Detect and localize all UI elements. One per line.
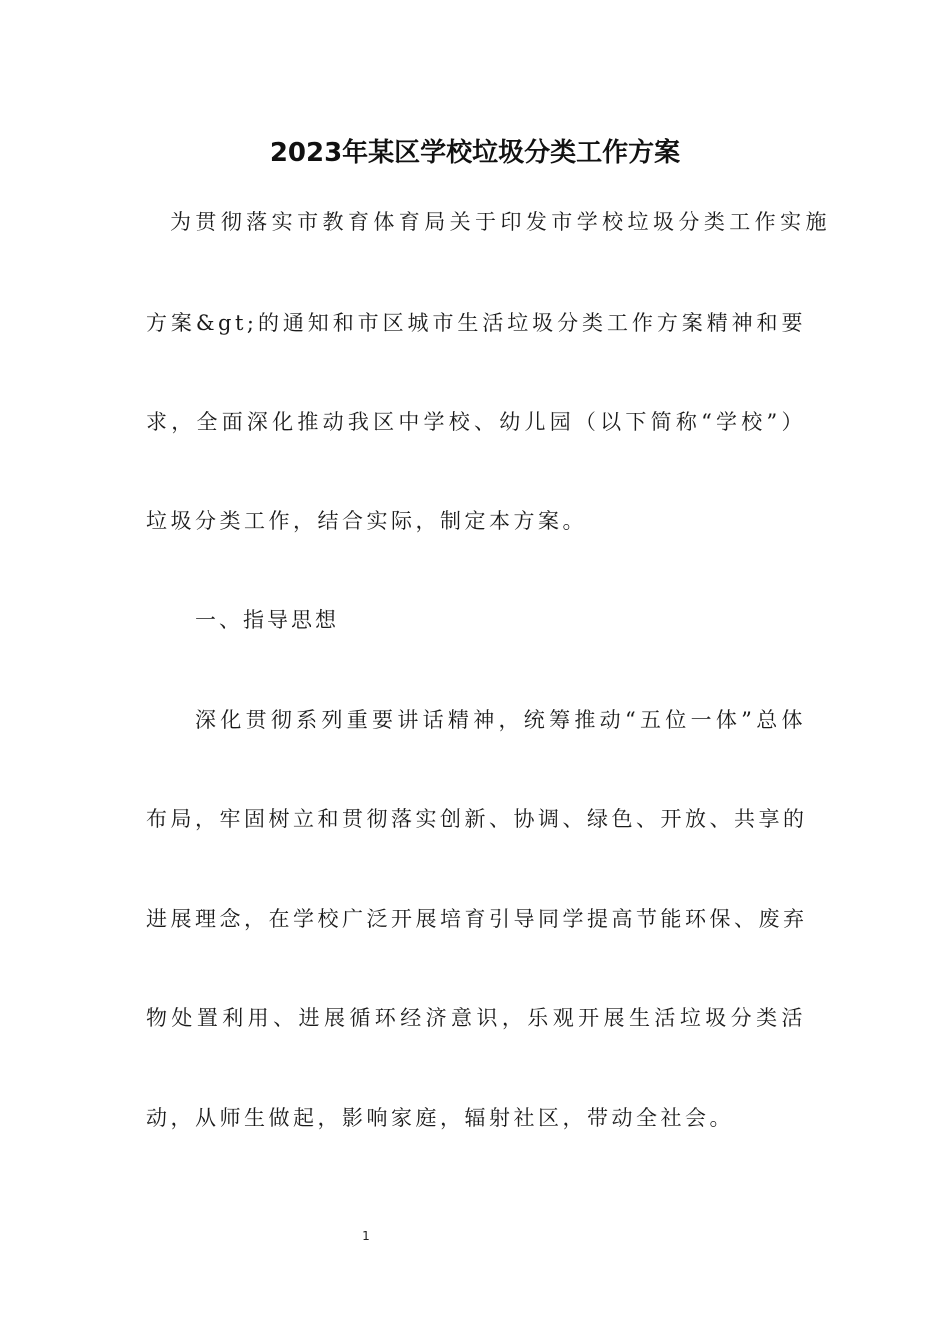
paragraph-line-8: 进展理念，在学校广泛开展培育引导同学提高节能环保、废弃 [146,907,808,931]
section-heading-guiding-thought: 一、指导思想 [195,608,339,632]
paragraph-line-2: 方案&gt;的通知和市区城市生活垃圾分类工作方案精神和要 [146,311,806,335]
paragraph-line-10: 动，从师生做起，影响家庭，辐射社区，带动全社会。 [146,1106,734,1130]
paragraph-line-7: 布局，牢固树立和贯彻落实创新、协调、绿色、开放、共享的 [146,807,808,831]
paragraph-line-4: 垃圾分类工作，结合实际，制定本方案。 [146,509,587,533]
paragraph-line-1: 为贯彻落实市教育体育局关于印发市学校垃圾分类工作实施 [170,210,830,234]
page-number: 1 [362,1229,370,1243]
paragraph-line-9: 物处置利用、进展循环经济意识，乐观开展生活垃圾分类活 [146,1006,806,1030]
paragraph-line-6: 深化贯彻系列重要讲话精神，统筹推动“五位一体”总体 [195,708,806,732]
document-title: 2023年某区学校垃圾分类工作方案 [269,138,681,168]
paragraph-line-3: 求，全面深化推动我区中学校、幼儿园（以下简称“学校”） [146,410,806,434]
